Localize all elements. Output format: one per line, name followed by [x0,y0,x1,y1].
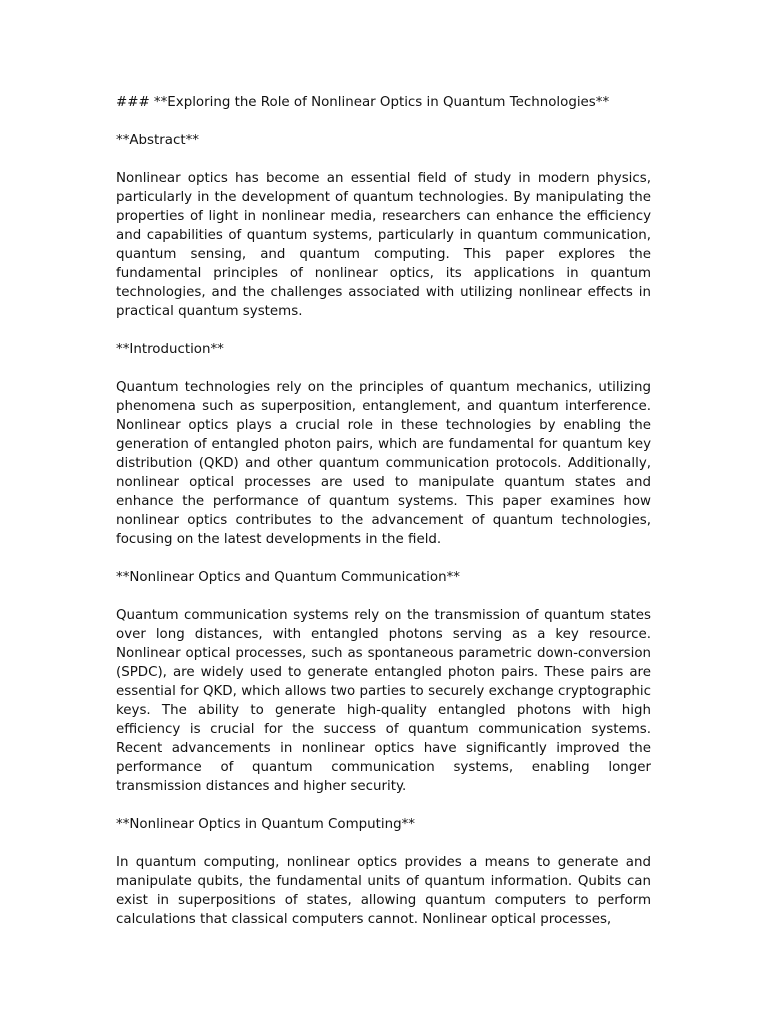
introduction-heading: **Introduction** [116,342,224,357]
computing-paragraph: In quantum computing, nonlinear optics provides a means to generate and manipulate qubits, the fundamental units of quantum information. Qubits can exist in superpositions of states, allowing quantum computers to perform calculations that classical computers cannot. Nonlinear optical processes, [116,855,651,927]
introduction-paragraph: Quantum technologies rely on the principles of quantum mechanics, utilizing phenomena such as superposition, entanglement, and quantum interference. Nonlinear optics plays a crucial role in these technologies by enabling the generation of entangled photon pairs, which are fundamental for quantum key distribution (QKD) and other quantum communication protocols. Additionally, nonlinear optical processes are used to manipulate quantum states and enhance the performance of quantum systems. This paper examines how nonlinear optics contributes to the advancement of quantum technologies, focusing on the latest developments in the field. [116,380,651,547]
communication-paragraph: Quantum communication systems rely on the transmission of quantum states over long distances, with entangled photons serving as a key resource. Nonlinear optical processes, such as spontaneous parametric down-conversion (SPDC), are widely used to generate entangled photon pairs. These pairs are essential for QKD, which allows two parties to securely exchange cryptographic keys. The ability to generate high-quality entangled photons with high efficiency is crucial for the success of quantum communication systems. Recent advancements in nonlinear optics have significantly improved the performance of quantum communication systems, enabling longer transmission distances and higher security. [116,608,651,794]
computing-heading: **Nonlinear Optics in Quantum Computing** [116,817,415,832]
abstract-heading: **Abstract** [116,133,199,148]
abstract-paragraph: Nonlinear optics has become an essential field of study in modern physics, particularly in the development of quantum technologies. By manipulating the properties of light in nonlinear media, researchers can enhance the efficiency and capabilities of quantum systems, particularly in quantum communication, quantum sensing, and quantum computing. This paper explores the fundamental principles of nonlinear optics, its applications in quantum technologies, and the challenges associated with utilizing nonlinear effects in practical quantum systems. [116,171,651,319]
communication-heading: **Nonlinear Optics and Quantum Communication** [116,570,460,585]
document-page [116,93,651,929]
document-title: ### **Exploring the Role of Nonlinear Optics in Quantum Technologies** [116,95,610,110]
